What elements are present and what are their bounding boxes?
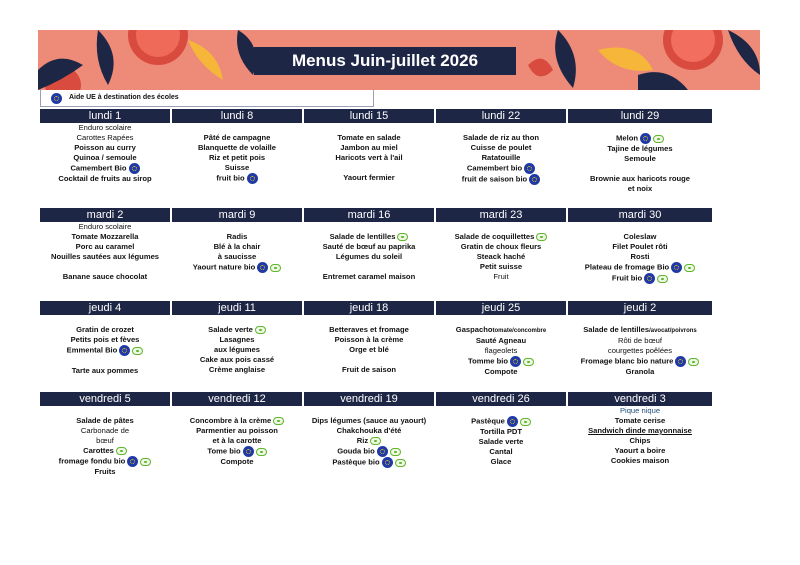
meal-item: Brownie aux haricots rouge [589, 174, 690, 183]
eu-flag-icon [671, 262, 682, 273]
meal-item: Cocktail de fruits au sirop [58, 174, 152, 183]
meal-item: Cake aux pois cassé [199, 355, 275, 364]
day-header: lundi 1 [40, 109, 170, 123]
meal-item: Lasagnes [219, 335, 255, 344]
meal-item [568, 164, 712, 174]
day-header: lundi 22 [436, 109, 566, 123]
meal-item: Fromage blanc bio nature [568, 356, 712, 367]
eu-flag-icon [377, 446, 388, 457]
meal-list [40, 315, 170, 376]
day-header: lundi 15 [304, 109, 434, 123]
meal-item: Gratin de crozet [76, 325, 134, 334]
day-column [172, 208, 302, 273]
eu-flag-icon [51, 93, 62, 104]
meal-item: Quinoa / semoule [73, 153, 137, 162]
meal-item [40, 315, 170, 325]
day-column [436, 392, 566, 467]
organic-leaf-icon [390, 448, 401, 456]
meal-item: Plateau de fromage Bio [568, 262, 712, 273]
meal-item [172, 222, 302, 232]
meal-item: Jambon au miel [340, 143, 398, 152]
day-column [304, 392, 434, 468]
day-column [568, 392, 712, 466]
meal-item: Tomate Mozzarella [71, 232, 139, 241]
meal-item [436, 222, 566, 232]
meal-item: Banane sauce chocolat [62, 272, 148, 281]
day-header: jeudi 11 [172, 301, 302, 315]
meal-item [304, 406, 434, 416]
meal-item: Compote [484, 367, 518, 376]
eu-flag-icon [507, 416, 518, 427]
organic-leaf-icon [395, 459, 406, 467]
page-title: Menus Juin-juillet 2026 [254, 47, 516, 75]
day-header: vendredi 5 [40, 392, 170, 406]
day-header: lundi 29 [568, 109, 712, 123]
day-column [304, 301, 434, 375]
meal-item: fruit de saison bio [436, 174, 566, 185]
meal-item: Melon [568, 133, 712, 144]
meal-item: Ratatouille [481, 153, 521, 162]
eu-flag-icon [127, 456, 138, 467]
organic-leaf-icon [273, 417, 284, 425]
day-header: vendredi 3 [568, 392, 712, 406]
meal-item: Yaourt nature bio [172, 262, 302, 273]
meal-item: Blanquette de volaille [197, 143, 277, 152]
day-column [568, 208, 712, 284]
meal-item: bœuf [96, 436, 114, 445]
meal-item: Tomate en salade [337, 133, 401, 142]
meal-item: Enduro scolaire [78, 222, 132, 231]
meal-item [40, 406, 170, 416]
meal-item: Fruit [493, 272, 509, 281]
meal-item [436, 406, 566, 416]
day-column [172, 301, 302, 375]
eu-flag-icon [529, 174, 540, 185]
organic-leaf-icon [684, 264, 695, 272]
meal-item: Salade de lentilles [304, 232, 434, 242]
day-column [172, 392, 302, 467]
day-header: mardi 16 [304, 208, 434, 222]
meal-list [172, 315, 302, 375]
day-header: vendredi 26 [436, 392, 566, 406]
meal-item: aux légumes [213, 345, 260, 354]
day-header: jeudi 2 [568, 301, 712, 315]
meal-item: Petit suisse [479, 262, 523, 271]
meal-list [304, 406, 434, 468]
meal-item: Sauté de bœuf au paprika [322, 242, 416, 251]
day-column [436, 301, 566, 377]
meal-item: Cantal [489, 447, 513, 456]
organic-leaf-icon [140, 458, 151, 466]
meal-list [568, 406, 712, 466]
meal-item [172, 406, 302, 416]
organic-leaf-icon [256, 448, 267, 456]
meal-item: Salade verte [478, 437, 524, 446]
meal-item: Salade de coquillettes [436, 232, 566, 242]
meal-item: et à la carotte [212, 436, 262, 445]
organic-leaf-icon [397, 233, 408, 241]
eu-flag-icon [243, 446, 254, 457]
legend [40, 90, 374, 107]
meal-item [304, 355, 434, 365]
meal-item: Gratin de choux fleurs [460, 242, 542, 251]
meal-item: Légumes du soleil [335, 252, 403, 261]
organic-leaf-icon [255, 326, 266, 334]
meal-item: flageolets [484, 346, 518, 355]
meal-item: Glace [490, 457, 512, 466]
meal-item: Emmental Bio [40, 345, 170, 356]
meal-list [436, 222, 566, 282]
meal-item: Nouilles sautées aux légumes [50, 252, 160, 261]
meal-item: Poisson au curry [74, 143, 136, 152]
meal-item: Gaspachotomate/concombre [455, 325, 547, 334]
legend-text: Aide UE à destination des écoles [69, 94, 179, 101]
organic-leaf-icon [520, 418, 531, 426]
meal-item [172, 315, 302, 325]
meal-list [304, 315, 434, 375]
day-header: mardi 2 [40, 208, 170, 222]
day-column [40, 109, 170, 184]
eu-flag-icon [675, 356, 686, 367]
meal-list [436, 315, 566, 377]
meal-item: Cuisse de poulet [470, 143, 532, 152]
meal-item: Pâté de campagne [203, 133, 271, 142]
day-header: jeudi 18 [304, 301, 434, 315]
meal-item: Camembert Bio [40, 163, 170, 174]
meal-item: Petits pois et fèves [70, 335, 140, 344]
day-column [568, 301, 712, 377]
meal-list [40, 123, 170, 184]
meal-item [304, 262, 434, 272]
day-column [40, 392, 170, 477]
day-header: mardi 23 [436, 208, 566, 222]
meal-item: Riz et petit pois [208, 153, 266, 162]
meal-item: Tome bio [172, 446, 302, 457]
organic-leaf-icon [653, 135, 664, 143]
organic-leaf-icon [657, 275, 668, 283]
meal-list [436, 406, 566, 467]
organic-leaf-icon [536, 233, 547, 241]
meal-item: courgettes poêlées [607, 346, 673, 355]
meal-item: Granola [625, 367, 655, 376]
meal-item: Orge et blé [349, 345, 389, 354]
day-column [304, 109, 434, 183]
eu-flag-icon [382, 457, 393, 468]
meal-item: Entremet caramel maison [322, 272, 416, 281]
day-header: lundi 8 [172, 109, 302, 123]
meal-item: Steack haché [476, 252, 526, 261]
meal-list [172, 123, 302, 184]
meal-item [304, 163, 434, 173]
meal-item: Tomate cerise [614, 416, 666, 425]
meal-item [568, 222, 712, 232]
meal-item: Radis [226, 232, 248, 241]
meal-item [172, 123, 302, 133]
meal-item: Chakchouka d'été [336, 426, 402, 435]
meal-list [304, 222, 434, 282]
meal-item: Concombre à la crème [172, 416, 302, 426]
eu-flag-icon [247, 173, 258, 184]
meal-item: Cookies maison [610, 456, 670, 465]
organic-leaf-icon [523, 358, 534, 366]
eu-flag-icon [510, 356, 521, 367]
meal-item: Porc au caramel [75, 242, 135, 251]
organic-leaf-icon [132, 347, 143, 355]
meal-item: Yaourt fermier [343, 173, 395, 182]
meal-item: et noix [627, 184, 653, 193]
meal-item: Blé à la chair [213, 242, 261, 251]
meal-item: Pastèque [436, 416, 566, 427]
eu-flag-icon [119, 345, 130, 356]
day-header: jeudi 4 [40, 301, 170, 315]
organic-leaf-icon [370, 437, 381, 445]
meal-item: Rôti de bœuf [618, 336, 662, 345]
day-column [40, 301, 170, 376]
meal-item: Filet Poulet rôti [612, 242, 668, 251]
organic-leaf-icon [688, 358, 699, 366]
meal-item: Sandwich dinde mayonnaise [588, 426, 692, 435]
meal-item [436, 315, 566, 325]
day-header: jeudi 25 [436, 301, 566, 315]
meal-item [568, 315, 712, 325]
meal-item: Salade verte [172, 325, 302, 335]
meal-item: Salade de pâtes [76, 416, 134, 425]
meal-list [568, 315, 712, 377]
day-header: vendredi 12 [172, 392, 302, 406]
meal-list [172, 222, 302, 273]
organic-leaf-icon [116, 447, 127, 455]
meal-item: Haricots vert à l'ail [335, 153, 403, 162]
meal-item: Dips légumes (sauce au yaourt) [311, 416, 427, 425]
meal-list [436, 123, 566, 185]
meal-item: Riz [304, 436, 434, 446]
eu-flag-icon [257, 262, 268, 273]
eu-flag-icon [129, 163, 140, 174]
meal-item: Pique nique [619, 406, 661, 415]
meal-list [568, 222, 712, 284]
day-header: mardi 9 [172, 208, 302, 222]
meal-list [40, 406, 170, 477]
meal-item: Betteraves et fromage [329, 325, 409, 334]
eu-flag-icon [524, 163, 535, 174]
meal-item: Gouda bio [304, 446, 434, 457]
meal-item: Parmentier au poisson [196, 426, 278, 435]
meal-list [172, 406, 302, 467]
meal-item: Enduro scolaire [78, 123, 132, 132]
meal-item [436, 123, 566, 133]
meal-item: Suisse [224, 163, 250, 172]
meal-item: Sauté Agneau [475, 336, 527, 345]
meal-item: Tomme bio [436, 356, 566, 367]
meal-item [304, 123, 434, 133]
meal-item: Tortilla PDT [479, 427, 523, 436]
day-column [436, 109, 566, 185]
meal-item: Salade de riz au thon [463, 133, 539, 142]
meal-item [40, 356, 170, 366]
meal-list [40, 222, 170, 282]
day-column [568, 109, 712, 194]
day-header: mardi 30 [568, 208, 712, 222]
eu-flag-icon [640, 133, 651, 144]
day-column [304, 208, 434, 282]
meal-item: Pastèque bio [304, 457, 434, 468]
meal-item: fromage fondu bio [40, 456, 170, 467]
meal-list [304, 123, 434, 183]
meal-item [304, 315, 434, 325]
meal-item: Salade de lentilles/avocat/poivrons [583, 325, 697, 334]
organic-leaf-icon [270, 264, 281, 272]
meal-item: Tarte aux pommes [71, 366, 139, 375]
meal-item: Semoule [624, 154, 656, 163]
day-column [436, 208, 566, 282]
meal-item: Poisson à la crème [334, 335, 404, 344]
meal-item: fruit bio [172, 173, 302, 184]
meal-item: Carbonade de [80, 426, 130, 435]
meal-item: Fruit bio [568, 273, 712, 284]
meal-item [40, 262, 170, 272]
meal-item: Coleslaw [623, 232, 657, 241]
meal-item: Camembert bio [436, 163, 566, 174]
eu-flag-icon [644, 273, 655, 284]
meal-item: à saucisse [217, 252, 257, 261]
meal-item: Rosti [630, 252, 650, 261]
meal-list [568, 123, 712, 194]
meal-item: Carottes [40, 446, 170, 456]
meal-item [304, 222, 434, 232]
day-column [172, 109, 302, 184]
day-header: vendredi 19 [304, 392, 434, 406]
meal-item: Carottes Rapées [76, 133, 134, 142]
meal-item: Compote [220, 457, 254, 466]
meal-item: Crème anglaise [208, 365, 266, 374]
meal-item: Fruits [94, 467, 116, 476]
meal-item [568, 123, 712, 133]
meal-item: Fruit de saison [341, 365, 396, 374]
meal-item: Chips [629, 436, 651, 445]
meal-item: Tajine de légumes [607, 144, 673, 153]
meal-item: Yaourt a boire [614, 446, 666, 455]
day-column [40, 208, 170, 282]
